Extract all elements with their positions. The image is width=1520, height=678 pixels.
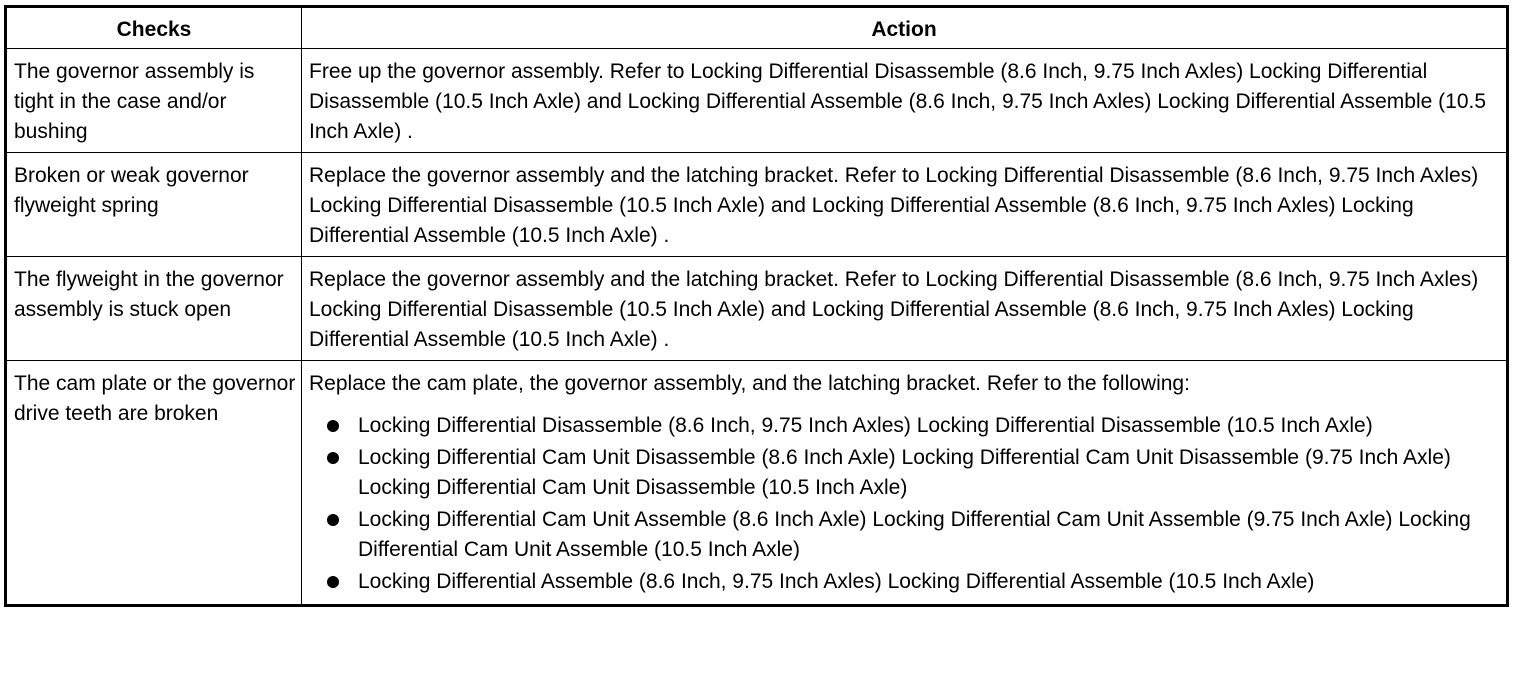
bullet-icon [327,576,339,588]
action-cell: Replace the governor assembly and the latching bracket. Refer to Locking Differential Disassemble (8.6 Inch, 9.75 Inch Axles) Locking Differential Disassemble (10.5 Inch Axle) and Locking Differential Assemble (8.6 Inch, 9.75 Inch Axles) Locking Differential Assemble (10.5 Inch Axle) . [302,257,1508,361]
action-header: Action [302,7,1508,49]
table-row [6,361,1508,606]
action-cell: Free up the governor assembly. Refer to Locking Differential Disassemble (8.6 Inch, 9.75 Inch Axles) Locking Differential Disassemble (10.5 Inch Axle) and Locking Differential Assemble (8.6 Inch, 9.75 Inch Axles) Locking Differential Assemble (10.5 Inch Axle) . [302,49,1508,153]
bullet-icon [327,420,339,432]
list-item [309,505,1498,565]
action-cell: Replace the governor assembly and the latching bracket. Refer to Locking Differential Disassemble (8.6 Inch, 9.75 Inch Axles) Locking Differential Disassemble (10.5 Inch Axle) and Locking Differential Assemble (8.6 Inch, 9.75 Inch Axles) Locking Differential Assemble (10.5 Inch Axle) . [302,153,1508,257]
list-item [309,567,1498,597]
list-item-text: Locking Differential Cam Unit Assemble (8.6 Inch Axle) Locking Differential Cam Unit Assemble (9.75 Inch Axle) Locking Differential Cam Unit Assemble (10.5 Inch Axle) [358,508,1471,561]
bullet-icon [327,452,339,464]
list-item-text: Locking Differential Cam Unit Disassemble (8.6 Inch Axle) Locking Differential Cam Unit Disassemble (9.75 Inch Axle) Locking Differential Cam Unit Disassemble (10.5 Inch Axle) [358,446,1451,499]
header-row [6,7,1508,49]
check-cell: The cam plate or the governor drive teeth are broken [6,361,302,606]
list-item [309,411,1498,441]
table-row [6,257,1508,361]
bullet-icon [327,514,339,526]
list-item [309,443,1498,503]
action-cell [302,361,1508,606]
list-item-text: Locking Differential Disassemble (8.6 Inch, 9.75 Inch Axles) Locking Differential Disassemble (10.5 Inch Axle) [358,414,1373,437]
table-row [6,49,1508,153]
check-cell: The flyweight in the governor assembly is stuck open [6,257,302,361]
check-cell: Broken or weak governor flyweight spring [6,153,302,257]
check-cell: The governor assembly is tight in the case and/or bushing [6,49,302,153]
action-intro: Replace the cam plate, the governor assembly, and the latching bracket. Refer to the following: [309,372,1190,395]
checks-header: Checks [6,7,302,49]
reference-list [309,411,1498,597]
diagnostic-table [4,5,1509,607]
table-row [6,153,1508,257]
list-item-text: Locking Differential Assemble (8.6 Inch, 9.75 Inch Axles) Locking Differential Assemble (10.5 Inch Axle) [358,570,1315,593]
